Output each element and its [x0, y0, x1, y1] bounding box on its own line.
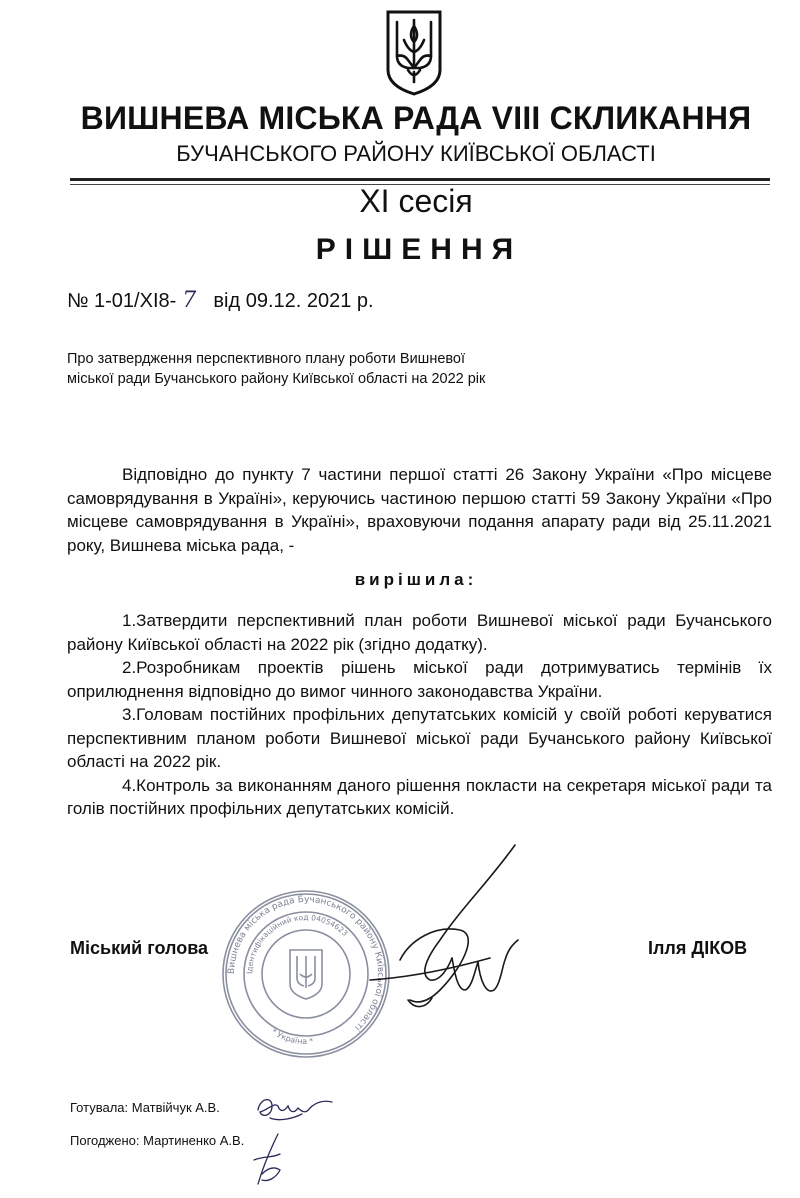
mayor-label: Міський голова	[70, 938, 209, 958]
preamble-paragraph: Відповідно до пункту 7 частини першої статті 26 Закону України «Про місцеве самоврядування в Україні», керуючись частиною першою статті 59 Закону України «Про місцеве самоврядування в Україні», враховуючи подання апарату ради від 25.11.2021 року, Вишнева міська рада, -	[67, 465, 772, 555]
clause-item: 2.Розробникам проектів рішень міської ради дотримуватись термінів їх оприлюднення відповідно до вимог чинного законодавства України.	[67, 658, 772, 701]
decision-date: від 09.12. 2021 р.	[213, 290, 374, 312]
decision-number-handwritten: 7	[182, 288, 197, 313]
stamp-outer-text: Вишнева міська рада Бучанського району Київської області	[226, 894, 386, 1033]
resolved-label: вирішила:	[354, 570, 478, 589]
decision-clauses	[67, 609, 772, 821]
approved-by: Погоджено: Мартиненко А.В.	[70, 1133, 245, 1148]
decision-subject	[67, 349, 537, 389]
document-kind: РІШЕННЯ	[315, 233, 523, 266]
clause-item: 3.Головам постійних профільних депутатських комісій у своїй роботі керуватися перспективним планом роботи Вишневої міської ради Бучанського району Київської області на 2022 рік.	[67, 705, 772, 771]
coat-of-arms-icon	[384, 10, 444, 96]
mayor-name: Ілля ДІКОВ	[648, 938, 748, 958]
prepared-by: Готувала: Матвійчук А.В.	[70, 1100, 220, 1115]
trident-stamp-icon	[290, 950, 322, 999]
session-title: XI сесія	[359, 183, 473, 219]
council-title: ВИШНЕВА МІСЬКА РАДА VIII СКЛИКАННЯ	[80, 100, 752, 136]
stamp-bottom-text: * Україна *	[269, 1026, 314, 1047]
preparer-signature	[250, 1088, 340, 1128]
approver-signature	[240, 1130, 300, 1190]
subject-line-1: Про затвердження перспективного плану роботи Вишневої	[67, 351, 466, 367]
clause-item: 4.Контроль за виконанням даного рішення покласти на секретаря міської ради та голів постійних профільних депутатських комісій.	[67, 775, 772, 818]
decision-number-prefix: № 1-01/XI8-	[67, 290, 177, 312]
clause-item: 1.Затвердити перспективний план роботи Вишневої міської ради Бучанського району Київської області на 2022 рік (згідно додатку).	[67, 611, 772, 654]
decision-number-line	[67, 288, 374, 313]
mayor-signature	[340, 840, 560, 1040]
header-divider	[70, 178, 770, 181]
subject-line-2: міської ради Бучанського району Київської області на 2022 рік	[67, 371, 486, 387]
stamp-inner-text: Ідентифікаційний код 04054623	[244, 912, 350, 975]
council-subtitle: БУЧАНСЬКОГО РАЙОНУ КИЇВСЬКОЇ ОБЛАСТІ	[176, 141, 656, 166]
